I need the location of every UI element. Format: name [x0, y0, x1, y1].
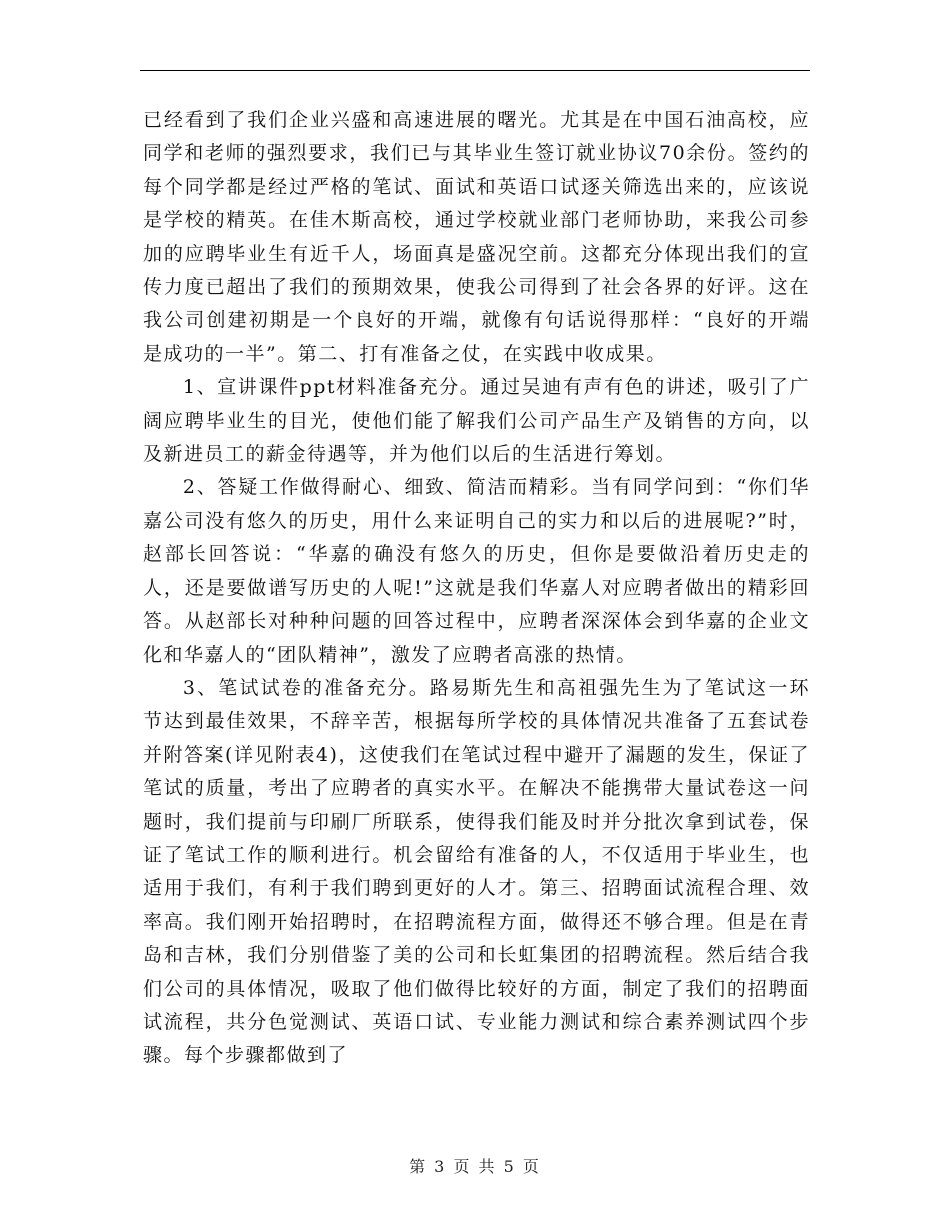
paragraph-3: 2、答疑工作做得耐心、细致、简洁而精彩。当有同学问到：“你们华嘉公司没有悠久的历史，用什么来证明自己的实力和以后的进展呢?”时，赵部长回答说：“华嘉的确没有悠久的历史，但你是要做沿着历史走的人，还是要做谱写历史的人呢!”这就是我们华嘉人对应聘者做出的精彩回答。从赵部长对种种问题的回答过程中，应聘者深深体会到华嘉的企业文化和华嘉人的“团队精神”，激发了应聘者高涨的热情。: [143, 476, 810, 666]
paragraph-1: 已经看到了我们企业兴盛和高速进展的曙光。尤其是在中国石油高校，应同学和老师的强烈要求，我们已与其毕业生签订就业协议70余份。签约的每个同学都是经过严格的笔试、面试和英语口试逐关筛选出来的，应该说是学校的精英。在佳木斯高校，通过学校就业部门老师协助，来我公司参加的应聘毕业生有近千人，场面真是盛况空前。这都充分体现出我们的宣传力度已超出了我们的预期效果，使我公司得到了社会各界的好评。这在我公司创建初期是一个良好的开端，就像有句话说得那样：“良好的开端是成功的一半”。第二、打有准备之仗，在实践中收成果。: [143, 109, 810, 365]
paragraph-4: 3、笔试试卷的准备充分。路易斯先生和高祖强先生为了笔试这一环节达到最佳效果，不辞辛苦，根据每所学校的具体情况共准备了五套试卷并附答案(详见附表4)，这使我们在笔试过程中避开了漏题的发生，保证了笔试的质量，考出了应聘者的真实水平。在解决不能携带大量试卷这一问题时，我们提前与印刷厂所联系，使得我们能及时并分批次拿到试卷，保证了笔试工作的顺利进行。机会留给有准备的人，不仅适用于毕业生，也适用于我们，有利于我们聘到更好的人才。第三、招聘面试流程合理、效率高。我们刚开始招聘时，在招聘流程方面，做得还不够合理。但是在青岛和吉林，我们分别借鉴了美的公司和长虹集团的招聘流程。然后结合我们公司的具体情况，吸取了他们做得比较好的方面，制定了我们的招聘面试流程，共分色觉测试、英语口试、专业能力测试和综合素养测试四个步骤。每个步骤都做到了: [143, 676, 810, 1067]
paragraph-2: 1、宣讲课件ppt材料准备充分。通过吴迪有声有色的讲述，吸引了广阔应聘毕业生的目光，使他们能了解我们公司产品生产及销售的方向，以及新进员工的薪金待遇等，并为他们以后的生活进行筹划。: [143, 376, 810, 466]
document-body: [143, 104, 810, 1073]
page-number: 第 3 页 共 5 页: [409, 1157, 541, 1176]
header-rule: [140, 70, 810, 71]
